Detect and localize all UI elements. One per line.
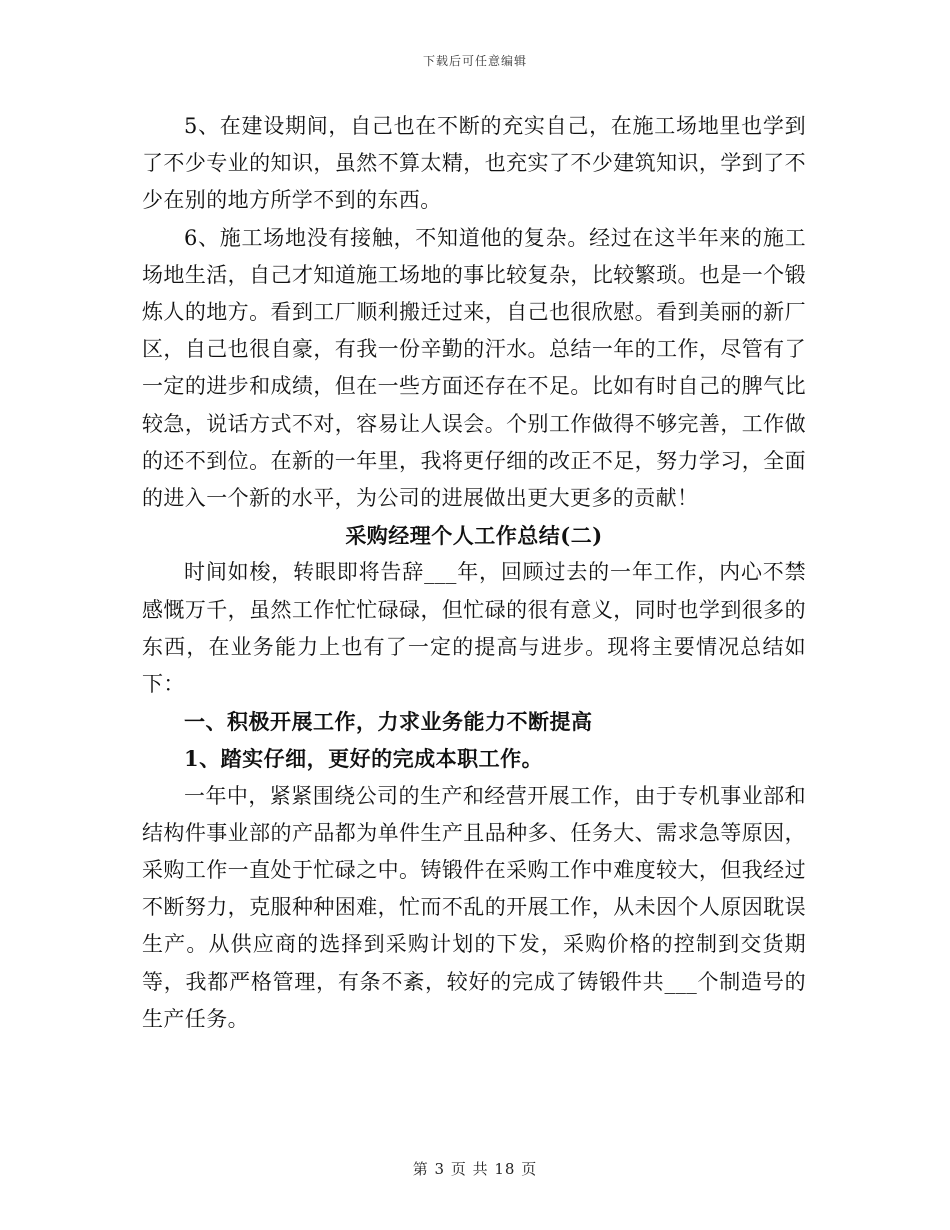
section-title: 采购经理个人工作总结(二) — [345, 523, 603, 549]
paragraph-item-5: 5、在建设期间，自己也在不断的充实自己，在施工场地里也学到了不少专业的知识，虽然不算太精，也充实了不少建筑知识，学到了不少在别的地方所学不到的东西。 — [142, 114, 806, 213]
heading-level-2: 1、踏实仔细，更好的完成本职工作。 — [184, 746, 544, 772]
header-note: 下载后可任意编辑 — [422, 54, 527, 68]
heading-level-1: 一、积极开展工作，力求业务能力不断提高 — [184, 709, 593, 735]
intro-paragraph: 时间如梭，转眼即将告辞___年，回顾过去的一年工作，内心不禁感慨万千，虽然工作忙忙碌碌，但忙碌的很有意义，同时也学到很多的东西，在业务能力上也有了一定的提高与进步。现将主要情况总结如下： — [142, 560, 806, 697]
page-number: 第 3 页 共 18 页 — [412, 1160, 538, 1178]
paragraph-item-6: 6、施工场地没有接触，不知道他的复杂。经过在这半年来的施工场地生活，自己才知道施工场地的事比较复杂，比较繁琐。也是一个锻炼人的地方。看到工厂顺利搬迁过来，自己也很欣慰。看到美丽的新厂区，自己也很自豪，有我一份辛勤的汗水。总结一年的工作，尽管有了一定的进步和成绩，但在一些方面还存在不足。比如有时自己的脾气比较急，说话方式不对，容易让人误会。个别工作做得不够完善，工作做的还不到位。在新的一年里，我将更仔细的改正不足，努力学习，全面的进入一个新的水平，为公司的进展做出更大更多的贡献！ — [142, 225, 806, 511]
main-paragraph: 一年中，紧紧围绕公司的生产和经营开展工作，由于专机事业部和结构件事业部的产品都为单件生产且品种多、任务大、需求急等原因，采购工作一直处于忙碌之中。铸锻件在采购工作中难度较大，但我经过不断努力，克服种种困难，忙而不乱的开展工作，从未因个人原因耽误生产。从供应商的选择到采购计划的下发，采购价格的控制到交货期等，我都严格管理，有条不紊，较好的完成了铸锻件共___个制造号的生产任务。 — [142, 783, 806, 1031]
document-body — [142, 108, 806, 1038]
